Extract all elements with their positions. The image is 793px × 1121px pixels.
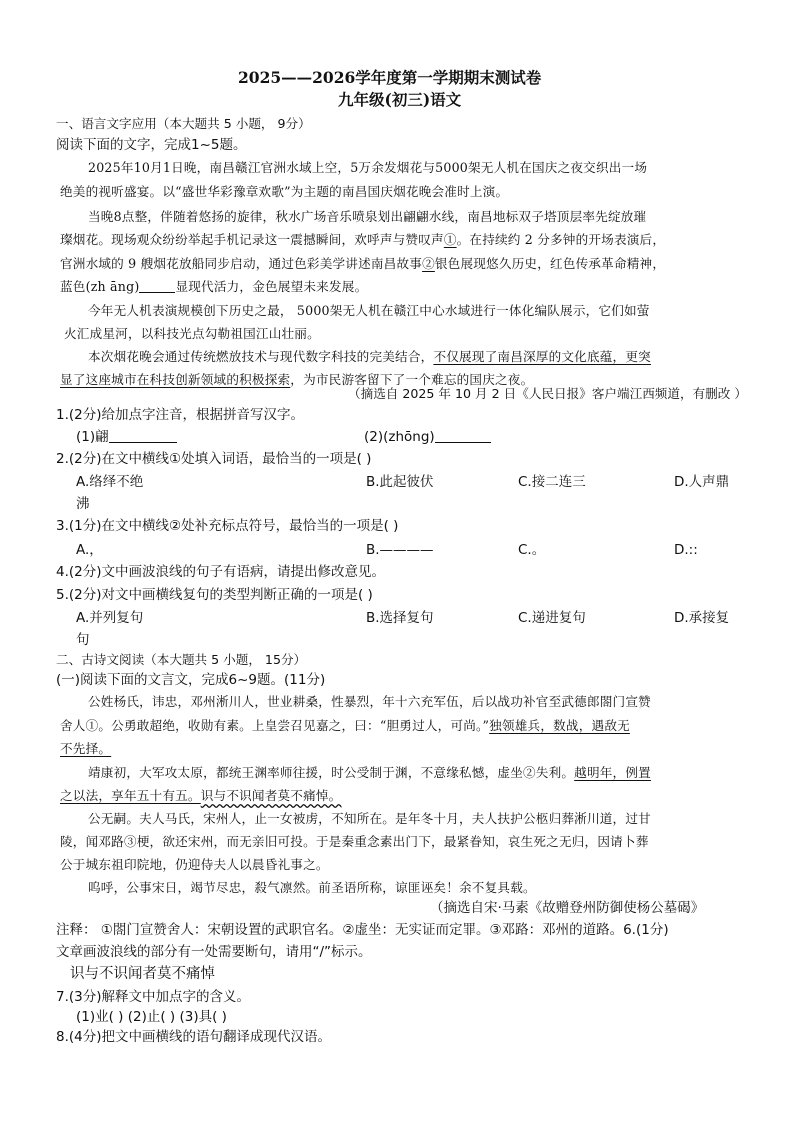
underlined-sentence: 独领雄兵，数战，遇敌无 [489, 718, 630, 733]
question-1b-label: (2)(zhōng) [364, 429, 435, 445]
exam-subtitle: 九年级(初三)语文 [338, 90, 462, 109]
question-2: 2.(2分)在文中横线①处填入词语，最恰当的一项是( ) [56, 451, 372, 467]
option-b[interactable]: B.此起彼伏 [366, 474, 434, 490]
question-3: 3.(1分)在文中横线②处补充标点符号，最恰当的一项是( ) [56, 518, 399, 534]
passage2-line [60, 230, 665, 250]
underlined-sentence: 不先择。 [60, 741, 112, 756]
option-b[interactable]: B.———— [366, 542, 434, 558]
passage-text: 本次烟花晚会通过传统燃放技术与现代数字科技的完美结合， [88, 349, 434, 364]
passage-text: ，为市民游客留下了一个难忘的国庆之夜。 [290, 372, 534, 387]
passage-text: 银色展现悠久历史，红色传承革命精神， [434, 256, 666, 271]
option-d-wrap: 沸 [76, 496, 90, 512]
option-d[interactable]: D.承接复 [674, 610, 730, 626]
section-heading-2: 二、古诗文阅读（本大题共 5 小题， 15分） [56, 652, 307, 667]
part1-intro: 阅读下面的文字，完成1~5题。 [56, 137, 247, 153]
option-d[interactable]: D.人声鼎 [674, 474, 730, 490]
question-5: 5.(2分)对文中画横线复句的类型判断正确的一项是( ) [56, 587, 373, 603]
passage2-line [60, 254, 665, 274]
classical-line [60, 716, 630, 736]
option-a[interactable]: A.， [76, 542, 103, 558]
underlined-sentence: 不仅展现了南昌深厚的文化底蕴，更突 [433, 349, 651, 364]
notes-line: 注释： ①閤门宣赞舍人：宋朝设置的武职官名。②虚坐：无实证而定罪。③邓路：邓州的道路。6.(1分) [56, 922, 669, 938]
classical-line: 公姓杨氏，讳忠，邓州淅川人，世业耕桑，性暴烈，年十六充军伍，后以战功补官至武德郎閤门宣赞 [88, 694, 651, 709]
marker-2: ② [422, 256, 435, 271]
passage-text: 璨烟花。现场观众纷纷举起手机记录这一震撼瞬间，欢呼声与赞叹声 [60, 232, 444, 247]
classical-text: 靖康初，大军攻太原，都统王渊率师往援，时公受制于渊，不意缘私憾，虚坐②失利。 [88, 765, 575, 780]
classical-line: 公无嗣。夫人马氏，宋州人，止一女被虏，不知所在。是年冬十月，夫人扶护公柩归葬淅川道，过甘 [88, 811, 651, 826]
marker-1: ① [443, 232, 457, 247]
blank-2 [422, 256, 435, 271]
question-8: 8.(4分)把文中画横线的语句翻译成现代汉语。 [56, 1029, 332, 1045]
option-a[interactable]: A.并列复句 [76, 610, 144, 626]
passage4-line [88, 347, 651, 367]
underlined-sentence: 越明年，例置 [574, 765, 651, 780]
answer-blank[interactable] [435, 428, 491, 443]
underlined-sentence: 之以法，享年五十有五。 [60, 788, 201, 803]
wavy-sentence: 识与不识闻者莫不痛悼。 [200, 788, 342, 803]
question-4: 4.(2分)文中画波浪线的句子有语病，请提出修改意见。 [56, 564, 386, 580]
classical-line: 陵，闻邓路③梗，欲还宋州，而无亲旧可投。于是秦重念素出门下，最紧眷知，哀生死之无归，因请卜葬 [60, 834, 649, 849]
answer-blank[interactable] [109, 428, 177, 443]
answer-blank[interactable] [139, 278, 175, 293]
classical-line [88, 763, 651, 783]
passage1-line: 2025年10月1日晚，南昌赣江官洲水域上空，5万余发烟花与5000架无人机在国庆之夜交织出一场 [88, 160, 648, 175]
option-d-wrap: 句 [76, 632, 90, 648]
question-1a-label: (1)翩 [76, 429, 109, 445]
option-c[interactable]: C.。 [518, 542, 546, 558]
classical-line: 呜呼，公事宋日，竭节尽忠，殺气凛然。前圣语所称，谅匪诬矣！余不复具载。 [88, 880, 536, 895]
passage-source: （摘选自 2025 年 10 月 2 日《人民日报》客户端江西频道，有删改 ） [348, 386, 747, 401]
passage2-line [60, 277, 367, 297]
passage3-line: 火汇成星河，以科技光点勾勒祖国江山壮丽。 [64, 326, 320, 341]
classical-line [60, 786, 341, 806]
notes-line: 文章画波浪线的部分有一处需要断句，请用“/”标示。 [56, 944, 372, 960]
option-d[interactable]: D.:: [674, 542, 698, 558]
option-c[interactable]: C.接二连三 [518, 474, 586, 490]
passage3-line: 今年无人机表演规模创下历史之最， 5000架无人机在赣江中心水域进行一体化编队展示，它们如萤 [88, 303, 650, 318]
underlined-sentence: 显了这座城市在科技创新领域的积极探索 [60, 372, 291, 387]
classical-source: （摘选自宋·马素《故赠登州防御使杨公墓碣》 [430, 900, 705, 916]
passage2-line: 当晚8点整，伴随着悠扬的旋律，秋水广场音乐喷泉划出翩翩水线，南昌地标双子塔顶层率先绽放璀 [88, 209, 647, 224]
section-heading-1: 一、语言文字应用（本大题共 5 小题， 9分） [56, 116, 311, 131]
question-1: 1.(2分)给加点字注音，根据拼音写汉字。 [56, 407, 305, 423]
part2-intro: (一)阅读下面的文言文，完成6~9题。(11分) [56, 672, 326, 688]
passage-text: 显现代活力，金色展望未来发展。 [175, 279, 368, 294]
option-b[interactable]: B.选择复句 [366, 610, 434, 626]
passage1-line: 绝美的视听盛宴。以“盛世华彩豫章欢歌”为主题的南昌国庆烟花晚会准时上演。 [60, 184, 509, 199]
question-6-text: 识与不识闻者莫不痛悼 [70, 966, 215, 982]
question-1b [364, 427, 491, 447]
question-7-items: (1)业( ) (2)止( ) (3)具( ) [76, 1009, 227, 1025]
exam-title: 2025——2026学年度第一学期期末测试卷 [238, 68, 542, 87]
blank-1 [444, 232, 457, 247]
passage-text: 。在持续约 2 分多钟的开场表演后， [456, 232, 666, 247]
option-c[interactable]: C.递进复句 [518, 610, 586, 626]
passage-text: 蓝色(zh āng) [60, 279, 140, 294]
question-7: 7.(3分)解释文中加点字的含义。 [56, 989, 251, 1005]
classical-line: 公于城东祖印院地，仍迎侍夫人以晨昏礼事之。 [60, 857, 329, 872]
option-a[interactable]: A.络绎不绝 [76, 474, 144, 490]
passage-text: 官洲水域的 9 艘烟花放船同步启动，通过色彩美学讲述南昌故事 [60, 256, 423, 271]
classical-text: 舍人①。公勇敢超绝，收勋有素。上皇尝召见嘉之，曰：“胆勇过人，可尚。” [60, 718, 490, 733]
question-1a [76, 427, 177, 447]
